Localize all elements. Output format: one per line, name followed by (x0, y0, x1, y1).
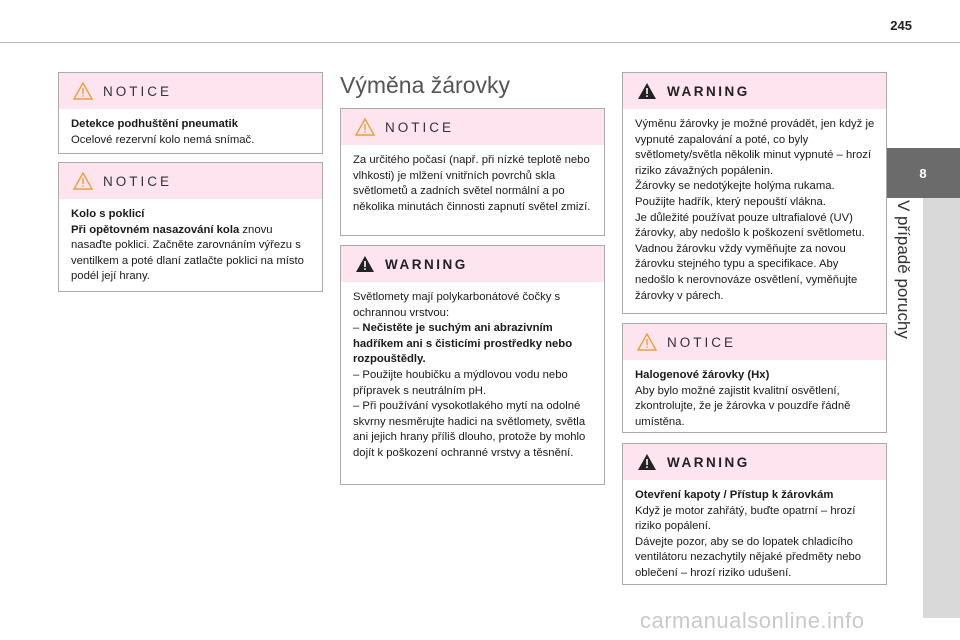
notice-box-wheel-cover (58, 162, 323, 292)
warning-header (341, 246, 604, 282)
chapter-number-tab[interactable] (886, 148, 960, 198)
notice-label: NOTICE (103, 83, 173, 99)
warning-label: WARNING (667, 454, 750, 470)
watermark: carmanualsonline.info (640, 608, 865, 633)
warning-label: WARNING (667, 83, 750, 99)
notice-label: NOTICE (385, 119, 455, 135)
warning-box-bulb-replacement (622, 72, 887, 314)
warning-box-polycarbonate (340, 245, 605, 485)
notice-text-bold: Při opětovném nasazování kola (71, 223, 240, 236)
notice-header (59, 163, 322, 199)
notice-heading: Detekce podhuštění pneumatik (71, 118, 238, 130)
notice-heading: Kolo s poklicí (71, 208, 145, 220)
warning-item-1-dash: – (353, 322, 363, 335)
warning-paragraph: Dávejte pozor, aby se do lopatek chladicího ventilátoru nezachytily nějaké předměty nebo oblečení – hrozí riziko udušení. (635, 535, 862, 579)
warning-triangle-filled-icon (355, 255, 375, 273)
warning-triangle-filled-icon (637, 82, 657, 100)
notice-header (623, 324, 886, 360)
warning-item-2: – Použijte houbičku a mýdlovou vodu nebo přípravek s neutrálním pH. (353, 368, 568, 397)
warning-header (623, 444, 886, 480)
warning-paragraph: Vadnou žárovku vždy vyměňujte za novou žárovku stejného typu a specifikace. Aby nedošlo k nerovnováze osvětlení, vyměňujte žárovky v párech. (635, 242, 858, 302)
notice-triangle-outline-icon (73, 172, 93, 190)
warning-label: WARNING (385, 256, 468, 272)
notice-heading: Halogenové žárovky (Hx) (635, 369, 770, 381)
chapter-title-vertical (883, 200, 923, 360)
warning-triangle-filled-icon (637, 453, 657, 471)
warning-paragraph: Výměnu žárovky je možné provádět, jen když je vypnuté zapalování a poté, co byly světlomety/světla několik minut vypnuté – hrozí riziko závažných popálenin. (635, 118, 875, 177)
warning-intro: Světlomety mají polykarbonátové čočky s ochrannou vrstvou: (353, 291, 561, 319)
warning-heading: Otevření kapoty / Přístup k žárovkám (635, 489, 834, 501)
warning-item-1 (353, 321, 594, 368)
notice-text (71, 223, 312, 285)
chapter-number: 8 (919, 165, 927, 181)
warning-header (623, 73, 886, 109)
notice-triangle-outline-icon (73, 82, 93, 100)
notice-triangle-outline-icon (355, 118, 375, 136)
notice-box-tyre-detection (58, 72, 323, 154)
chapter-side-band (923, 198, 960, 618)
notice-text: Ocelové rezervní kolo nemá snímač. (71, 133, 255, 146)
notice-text: Za určitého počasí (např. při nízké teplotě nebo vlhkosti) je mlžení vnitřních povrchů skla světlometů a zadních světel normální a po několika minutách činnosti zapnutí světel zmizí. (353, 154, 591, 213)
chapter-title: V případě poruchy (894, 200, 913, 339)
notice-box-fogging (340, 108, 605, 236)
notice-header (341, 109, 604, 145)
warning-paragraph: Když je motor zahřátý, buďte opatrní – hrozí riziko popálení. (635, 504, 856, 533)
warning-paragraph: Žárovky se nedotýkejte holýma rukama. (635, 180, 835, 193)
warning-paragraph: Použijte hadřík, který nepouští vlákna. (635, 195, 826, 208)
notice-triangle-outline-icon (637, 333, 657, 351)
notice-box-halogen (622, 323, 887, 433)
notice-label: NOTICE (667, 334, 737, 350)
header-rule (0, 42, 960, 43)
notice-header (59, 73, 322, 109)
warning-paragraph: Je důležité používat pouze ultrafialové (UV) žárovky, aby nedošlo k poškození světlometu. (635, 211, 865, 240)
warning-item-3: – Při používání vysokotlakého mytí na odolné skvrny nesměrujte hadici na světlomety, světla ani jejich hrany příliš dlouho, protože by mohlo dojít k poškození ochranné vrstvy a těsnění. (353, 400, 586, 459)
section-title: Výměna žárovky (340, 72, 511, 98)
notice-label: NOTICE (103, 173, 173, 189)
warning-item-1-bold: Nečistěte je suchým ani abrazivním hadříkem ani s čisticími prostředky nebo rozpouštědly. (353, 322, 573, 366)
warning-box-bonnet (622, 443, 887, 585)
notice-text-rest: znovu nasaďte poklici. Začněte zarovnáním výřezu s ventilkem a poté dlaní zatlačte poklici na místo podél její hrany. (71, 223, 304, 283)
page-number: 245 (890, 18, 912, 33)
notice-text: Aby bylo možné zajistit kvalitní osvětlení, zkontrolujte, že je žárovka v pouzdře řádně umístěna. (635, 384, 851, 428)
